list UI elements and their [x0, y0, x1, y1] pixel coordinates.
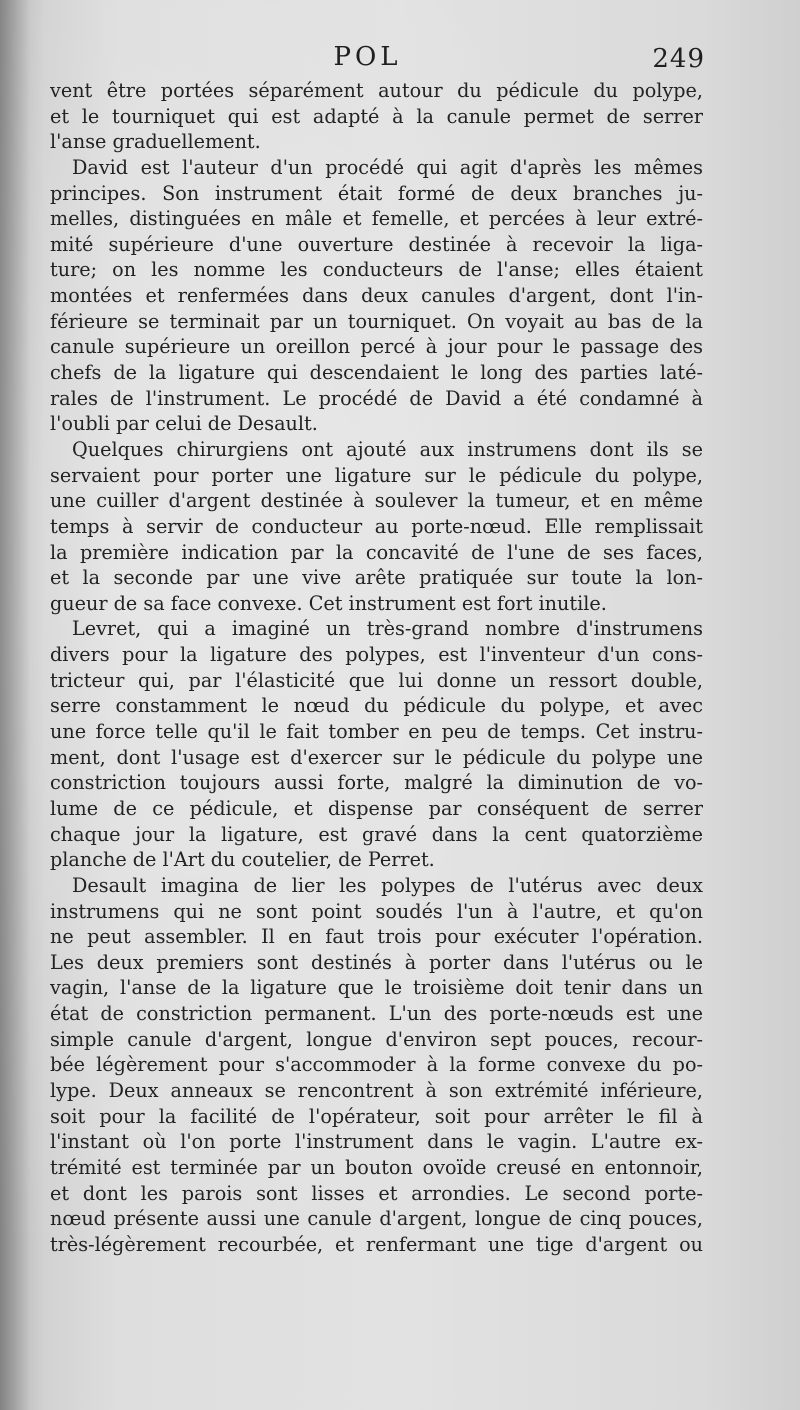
text-line: l'anse graduellement. [50, 130, 261, 154]
gutter-shadow [0, 0, 30, 1410]
running-head: POL [333, 42, 402, 72]
text-line: canule supérieure un oreillon percé à jour pour le passage des [50, 335, 703, 359]
text-line: planche de l'Art du coutelier, de Perret. [50, 848, 435, 872]
text-line: état de constriction permanent. L'un des porte-nœuds est une [50, 1002, 703, 1026]
text-line: bée légèrement pour s'accommoder à la forme convexe du po- [50, 1053, 703, 1077]
text-line: férieure se terminait par un tourniquet. On voyait au bas de la [50, 309, 703, 333]
text-line: et le tourniquet qui est adapté à la canule permet de serrer [50, 104, 703, 128]
text-line: principes. Son instrument était formé de deux branches ju- [50, 181, 703, 205]
text-line: ne peut assembler. Il en faut trois pour exécuter l'opération. [50, 925, 703, 949]
text-line: gueur de sa face convexe. Cet instrument est fort inutile. [50, 591, 607, 615]
text-line: et dont les parois sont lisses et arrondies. Le second porte- [50, 1181, 703, 1205]
text-line: simple canule d'argent, longue d'environ sept pouces, recour- [50, 1027, 703, 1051]
text-line: chaque jour la ligature, est gravé dans la cent quatorzième [50, 822, 703, 846]
text-line: une cuiller d'argent destinée à soulever la tumeur, et en même [50, 489, 703, 513]
text-line: ture; on les nomme les conducteurs de l'anse; elles étaient [50, 258, 703, 282]
text-line: Desault imagina de lier les polypes de l'utérus avec deux [72, 873, 703, 897]
text-line: mité supérieure d'une ouverture destinée à recevoir la liga- [50, 232, 703, 256]
text-line: constriction toujours aussi forte, malgré la diminution de vo- [50, 771, 703, 795]
page-header [50, 42, 705, 76]
text-line: soit pour la facilité de l'opérateur, soit pour arrêter le fil à [50, 1104, 703, 1128]
text-line: et la seconde par une vive arête pratiquée sur toute la lon- [50, 566, 703, 590]
text-line: rales de l'instrument. Le procédé de David a été condamné à [50, 386, 703, 410]
text-line: instrumens qui ne sont point soudés l'un à l'autre, et qu'on [50, 899, 703, 923]
body-text [50, 78, 703, 1257]
text-line: melles, distinguées en mâle et femelle, et percées à leur extré- [50, 207, 703, 231]
text-line: nœud présente aussi une canule d'argent, longue de cinq pouces, [50, 1207, 703, 1231]
text-line: lype. Deux anneaux se rencontrent à son extrémité inférieure, [50, 1078, 703, 1102]
text-line: l'oubli par celui de Desault. [50, 412, 318, 436]
text-line: montées et renfermées dans deux canules d'argent, dont l'in- [50, 284, 703, 308]
page-number: 249 [652, 44, 705, 74]
text-line: trémité est terminée par un bouton ovoïde creusé en entonnoir, [50, 1155, 703, 1179]
text-line: servaient pour porter une ligature sur le pédicule du polype, [50, 463, 703, 487]
text-line: David est l'auteur d'un procédé qui agit d'après les mêmes [72, 155, 703, 179]
text-line: très-légèrement recourbée, et renfermant une tige d'argent ou [50, 1232, 703, 1256]
text-line: vagin, l'anse de la ligature que le troisième doit tenir dans un [50, 976, 703, 1000]
text-line: chefs de la ligature qui descendaient le long des parties laté- [50, 361, 703, 385]
text-line: tricteur qui, par l'élasticité que lui donne un ressort double, [50, 668, 703, 692]
text-line: une force telle qu'il le fait tomber en peu de temps. Cet instru- [50, 720, 703, 744]
text-line: temps à servir de conducteur au porte-nœud. Elle remplissait [50, 514, 703, 538]
text-line: Quelques chirurgiens ont ajouté aux instrumens dont ils se [72, 437, 703, 461]
text-line: lume de ce pédicule, et dispense par conséquent de serrer [50, 796, 703, 820]
text-line: l'instant où l'on porte l'instrument dans le vagin. L'autre ex- [50, 1130, 703, 1154]
text-line: la première indication par la concavité de l'une de ses faces, [50, 540, 703, 564]
text-line: vent être portées séparément autour du pédicule du polype, [50, 79, 703, 102]
text-line: divers pour la ligature des polypes, est l'inventeur d'un cons- [50, 643, 703, 667]
text-line: serre constamment le nœud du pédicule du polype, et avec [50, 694, 703, 718]
text-line: Levret, qui a imaginé un très-grand nombre d'instrumens [72, 617, 703, 641]
text-line: Les deux premiers sont destinés à porter dans l'utérus ou le [50, 950, 703, 974]
text-line: ment, dont l'usage est d'exercer sur le pédicule du polype une [50, 745, 703, 769]
